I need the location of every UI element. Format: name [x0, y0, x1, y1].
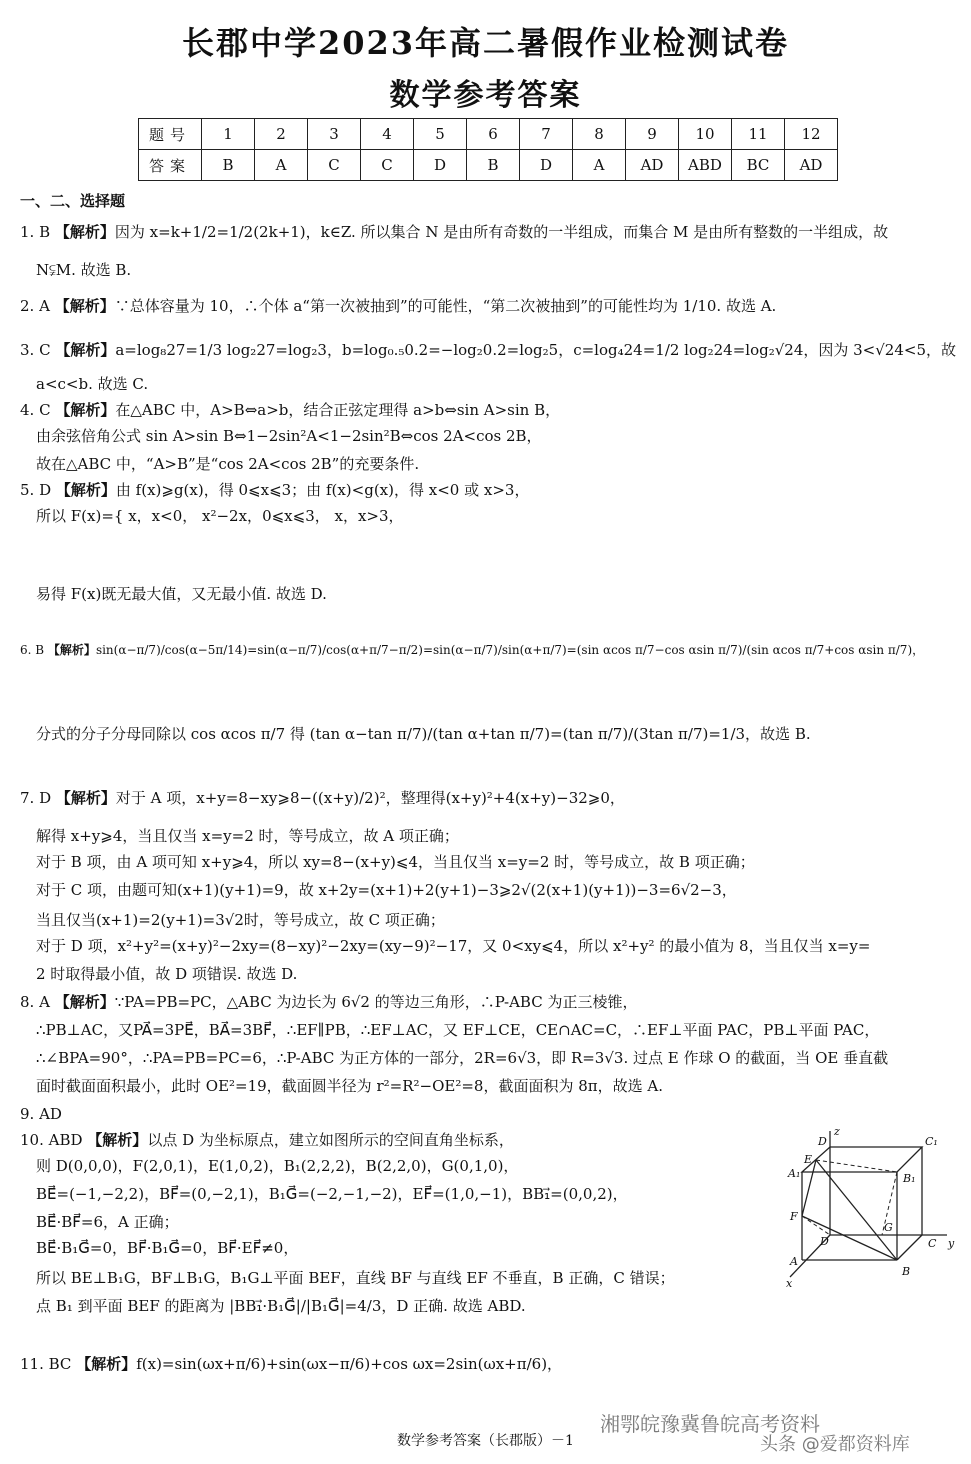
solution-text: a<c<b. 故选 C. — [36, 375, 149, 393]
label-F: F — [790, 1210, 798, 1223]
solution-line — [36, 1238, 298, 1258]
solution-text: 以点 D 为坐标原点，建立如图所示的空间直角坐标系， — [147, 1131, 514, 1149]
question-number: 7. D — [20, 789, 52, 807]
cube-edge — [897, 1235, 922, 1260]
segment-FB — [802, 1216, 897, 1260]
table-cell: AD — [785, 150, 838, 181]
solution-line — [36, 260, 131, 280]
table-cell: ABD — [679, 150, 732, 181]
solution-text: 面时截面面积最小，此时 OE²=19，截面圆半径为 r²=R²−OE²=8，截面面积为 8π，故选 A. — [36, 1077, 663, 1095]
solution-text: BE⃗·B₁G⃗=0，BF⃗·B₁G⃗=0，BF⃗·EF⃗≠0， — [36, 1239, 299, 1257]
solution-text: 对于 A 项，x+y=8−xy⩾8−((x+y)/2)²，整理得(x+y)²+4(x+y)−32⩾0， — [115, 789, 625, 807]
solution-line — [20, 222, 888, 242]
analysis-tag: 【解析】 — [55, 401, 116, 419]
solution-text: 2 时取得最小值，故 D 项错误. 故选 D. — [36, 965, 298, 983]
solution-text: N⫋M. 故选 B. — [36, 261, 132, 279]
label-C1: C₁ — [925, 1135, 938, 1148]
solution-line — [36, 936, 870, 956]
segment-EF — [802, 1160, 816, 1216]
solution-text: 故在△ABC 中，“A>B”是“cos 2A<cos 2B”的充要条件. — [36, 455, 420, 473]
solution-line — [36, 1184, 628, 1204]
solution-line — [36, 506, 404, 526]
solution-text: 对于 B 项，由 A 项可知 x+y⩾4，所以 xy=8−(x+y)⩽4，当且仅当 x=y=2 时，等号成立，故 B 项正确； — [36, 853, 755, 871]
answer-table-answer-row — [139, 150, 838, 181]
analysis-tag: 【解析】 — [54, 223, 115, 241]
table-cell: 7 — [520, 119, 573, 150]
table-cell: D — [520, 150, 573, 181]
solution-text: sin(α−π/7)/cos(α−5π/14)=sin(α−π/7)/cos(α+π/7−π/2)=sin(α−π/7)/sin(α+π/7)=(sin αcos π/7−cos αsin π/7)/(sin αcos π/7+cos αsin π/7)， — [95, 643, 925, 657]
label-B: B — [902, 1265, 911, 1278]
question-number: 6. B — [20, 643, 45, 657]
table-cell: 8 — [573, 119, 626, 150]
solution-text: 点 B₁ 到平面 BEF 的距离为 |BB₁⃗·B₁G⃗|/|B₁G⃗|=4/3，D 正确. 故选 ABD. — [36, 1297, 526, 1315]
solution-text: ∴PB⊥AC，又PA⃗=3PE⃗，BA⃗=3BF⃗，∴EF∥PB，∴EF⊥AC，又 EF⊥CE，CE∩AC=C，∴EF⊥平面 PAC，PB⊥平面 PAC， — [36, 1021, 880, 1039]
solution-text: 由余弦倍角公式 sin A>sin B⇔1−2sin²A<1−2sin²B⇔cos 2A<cos 2B， — [36, 427, 542, 445]
solution-line — [36, 454, 419, 474]
solution-line — [36, 584, 327, 604]
solution-text: 所以 F(x)={ x，x<0， x²−2x，0⩽x⩽3， x，x>3， — [36, 507, 404, 525]
solution-line — [20, 1104, 62, 1124]
table-cell: 2 — [255, 119, 308, 150]
table-cell: 5 — [414, 119, 467, 150]
solution-text: BE⃗=(−1,−2,2)，BF⃗=(0,−2,1)，B₁G⃗=(−2,−1,−2)，EF⃗=(1,0,−1)，BB₁⃗=(0,0,2)， — [36, 1185, 628, 1203]
analysis-tag: 【解析】 — [47, 643, 96, 657]
solution-line — [36, 1268, 675, 1288]
solution-text: 对于 D 项，x²+y²=(x+y)²−2xy=(8−xy)²−2xy=(xy−9)²−17，又 0<xy⩽4，所以 x²+y² 的最小值为 8，当且仅当 x=y= — [36, 937, 871, 955]
analysis-tag: 【解析】 — [55, 789, 116, 807]
analysis-tag: 【解析】 — [55, 341, 116, 359]
solution-line — [20, 296, 776, 316]
solution-line — [36, 1020, 879, 1040]
label-x: x — [786, 1277, 793, 1290]
analysis-tag: 【解析】 — [76, 1355, 137, 1373]
table-cell: 6 — [467, 119, 520, 150]
label-D1: D — [818, 1135, 827, 1148]
table-cell: C — [308, 150, 361, 181]
table-cell: 10 — [679, 119, 732, 150]
document-title: 长郡中学2023年高二暑假作业检测试卷 — [181, 24, 790, 62]
solution-text: 所以 BE⊥B₁G，BF⊥B₁G，B₁G⊥平面 BEF，直线 BF 与直线 EF 不垂直，B 正确，C 错误； — [36, 1269, 675, 1287]
question-number: 2. A — [20, 297, 50, 315]
solution-line — [36, 826, 459, 846]
table-cell: 3 — [308, 119, 361, 150]
question-number: 4. C — [20, 401, 51, 419]
table-cell: C — [361, 150, 414, 181]
solution-text: 对于 C 项，由题可知(x+1)(y+1)=9，故 x+2y=(x+1)+2(y+1)−3⩾2√(2(x+1)(y+1))−3=6√2−3， — [36, 881, 737, 899]
solution-line — [20, 400, 560, 420]
table-cell: B — [202, 150, 255, 181]
question-number: 8. A — [20, 993, 50, 1011]
solution-line — [36, 1076, 663, 1096]
answer-table — [138, 118, 838, 181]
solution-line — [36, 724, 811, 744]
solution-line — [36, 1048, 888, 1068]
solution-text: 因为 x=k+1/2=1/2(2k+1)，k∈Z. 所以集合 N 是由所有奇数的一半组成，而集合 M 是由所有整数的一半组成，故 — [114, 223, 889, 241]
question-number: 3. C — [20, 341, 51, 359]
solution-text: a=log₈27=1/3 log₂27=log₂3，b=log₀.₅0.2=−log₂0.2=log₂5，c=log₄24=1/2 log₂24=log₂√24，因为 3<√24<5，故 — [115, 341, 957, 359]
label-G: G — [884, 1221, 893, 1234]
table-cell: 1 — [202, 119, 255, 150]
analysis-tag: 【解析】 — [87, 1131, 148, 1149]
label-E: E — [804, 1153, 813, 1166]
solution-text: f(x)=sin(ωx+π/6)+sin(ωx−π/6)+cos ωx=2sin(ωx+π/6)， — [136, 1355, 563, 1373]
question-number: 9. AD — [20, 1105, 62, 1123]
solution-text: 在△ABC 中，A>B⇔a>b，结合正弦定理得 a>b⇔sin A>sin B， — [115, 401, 561, 419]
question-number: 1. B — [20, 223, 51, 241]
solution-line — [36, 910, 445, 930]
cube-figure — [782, 1125, 962, 1290]
label-D: D — [820, 1235, 829, 1248]
solution-line — [20, 788, 625, 808]
page-footer: 数学参考答案（长郡版）－1 — [397, 1433, 574, 1449]
solution-line — [20, 992, 637, 1012]
solution-text: 由 f(x)⩾g(x)，得 0⩽x⩽3；由 f(x)<g(x)，得 x<0 或 x>3， — [115, 481, 530, 499]
solution-text: ∵PA=PB=PC，△ABC 为边长为 6√2 的等边三角形，∴P-ABC 为正三棱锥， — [114, 993, 638, 1011]
label-y: y — [948, 1237, 955, 1250]
label-C: C — [928, 1237, 937, 1250]
document-subtitle: 数学参考答案 — [389, 78, 582, 113]
solution-text: 当且仅当(x+1)=2(y+1)=3√2时，等号成立，故 C 项正确； — [36, 911, 445, 929]
solution-line — [36, 1296, 526, 1316]
row-label: 答案 — [139, 150, 202, 181]
solution-line — [20, 1130, 514, 1150]
solution-text: BE⃗·BF⃗=6，A 正确； — [36, 1213, 179, 1231]
solution-line — [20, 480, 529, 500]
table-cell: D — [414, 150, 467, 181]
table-cell: 4 — [361, 119, 414, 150]
label-z: z — [834, 1125, 840, 1138]
solution-line — [36, 1156, 518, 1176]
solution-line — [36, 880, 737, 900]
table-cell: 11 — [732, 119, 785, 150]
solution-text: 分式的分子分母同除以 cos αcos π/7 得 (tan α−tan π/7)/(tan α+tan π/7)=(tan π/7)/(3tan π/7)=1/3，故选 B. — [36, 725, 811, 743]
cube-top-face — [802, 1147, 922, 1172]
solution-text: ∵总体容量为 10，∴个体 a“第一次被抽到”的可能性，“第二次被抽到”的可能性均为 1/10. 故选 A. — [114, 297, 777, 315]
table-cell: BC — [732, 150, 785, 181]
solution-text: 则 D(0,0,0)，F(2,0,1)，E(1,0,2)，B₁(2,2,2)，B(2,2,0)，G(0,1,0)， — [36, 1157, 519, 1175]
analysis-tag: 【解析】 — [54, 297, 115, 315]
table-cell: 12 — [785, 119, 838, 150]
question-number: 5. D — [20, 481, 52, 499]
solution-line — [36, 426, 542, 446]
watermark-left: 湘鄂皖豫冀鲁皖高考资料 — [600, 1412, 820, 1436]
watermark-right: 头条 @爱都资料库 — [760, 1434, 910, 1455]
solution-line — [20, 340, 956, 360]
row-label: 题号 — [139, 119, 202, 150]
question-number: 11. BC — [20, 1355, 72, 1373]
solution-line — [36, 1212, 179, 1232]
table-cell: A — [255, 150, 308, 181]
label-A1: A₁ — [788, 1167, 801, 1180]
dashed-edge — [802, 1216, 830, 1235]
table-cell: 9 — [626, 119, 679, 150]
section-title: 一、二、选择题 — [20, 192, 126, 210]
answer-table-number-row — [139, 119, 838, 150]
solution-text: 易得 F(x)既无最大值，又无最小值. 故选 D. — [36, 585, 327, 603]
solution-line — [20, 1354, 562, 1374]
solution-text: ∴∠BPA=90°，∴PA=PB=PC=6，∴P-ABC 为正方体的一部分，2R=6√3，即 R=3√3. 过点 E 作球 O 的截面，当 OE 垂直截 — [36, 1049, 889, 1067]
table-cell: AD — [626, 150, 679, 181]
dashed-edge — [816, 1160, 897, 1172]
table-cell: A — [573, 150, 626, 181]
solution-line — [20, 640, 924, 660]
analysis-tag: 【解析】 — [55, 481, 116, 499]
table-cell: B — [467, 150, 520, 181]
label-A: A — [790, 1255, 798, 1268]
solution-text: 解得 x+y⩾4，当且仅当 x=y=2 时，等号成立，故 A 项正确； — [36, 827, 459, 845]
label-B1: B₁ — [903, 1172, 916, 1185]
solution-line — [36, 852, 755, 872]
solution-line — [36, 964, 297, 984]
solution-line — [36, 374, 148, 394]
question-number: 10. ABD — [20, 1131, 83, 1149]
analysis-tag: 【解析】 — [54, 993, 115, 1011]
